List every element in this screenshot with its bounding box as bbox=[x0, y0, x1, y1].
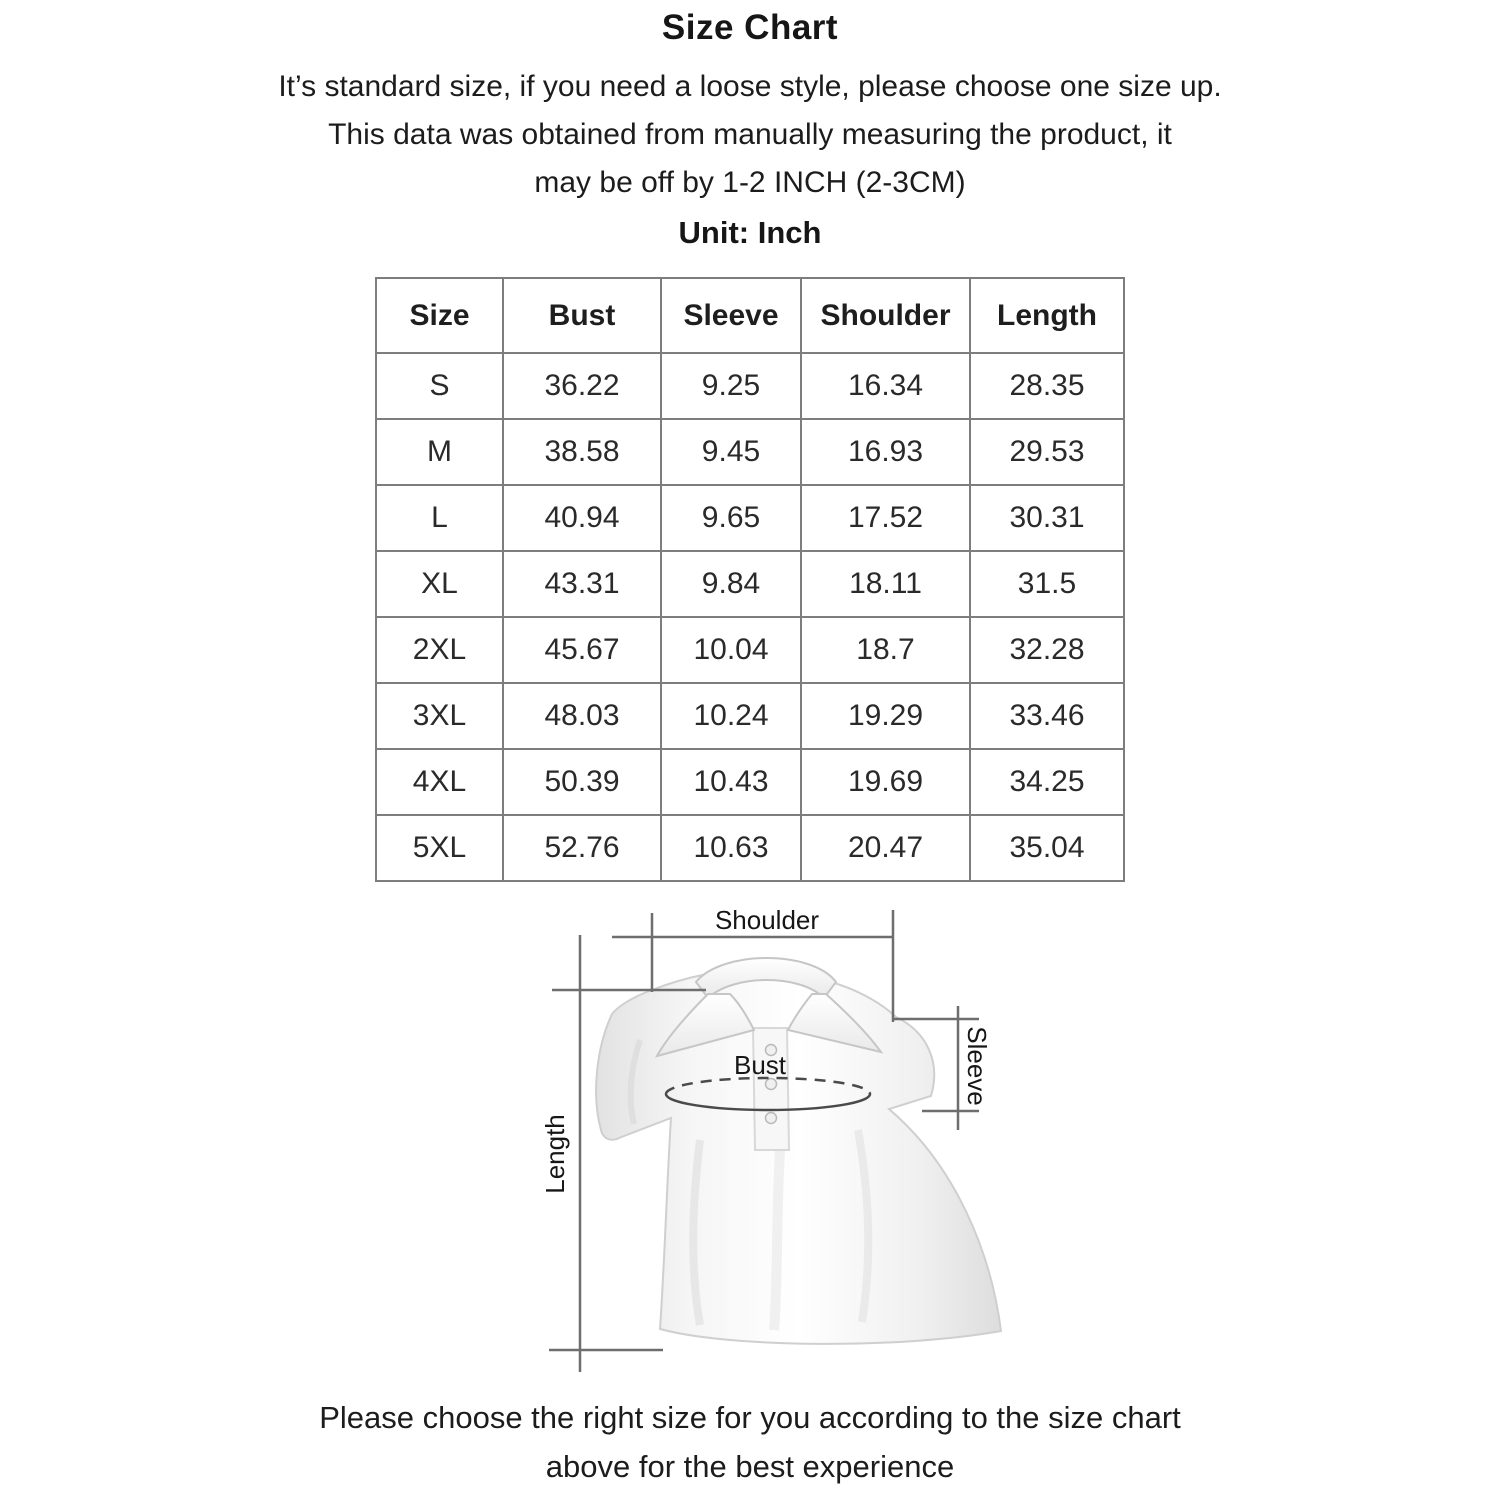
column-header-bust: Bust bbox=[503, 278, 661, 353]
table-cell: 9.25 bbox=[661, 353, 801, 419]
shoulder-measure-label: Shoulder bbox=[714, 905, 820, 935]
page-title: Size Chart bbox=[661, 8, 839, 47]
table-cell: 20.47 bbox=[801, 815, 970, 881]
table-cell: 9.45 bbox=[661, 419, 801, 485]
table-row bbox=[376, 683, 1124, 749]
table-row bbox=[376, 815, 1124, 881]
table-cell: 18.7 bbox=[801, 617, 970, 683]
table-cell: 48.03 bbox=[503, 683, 661, 749]
table-cell-size: S bbox=[376, 353, 503, 419]
column-header-sleeve: Sleeve bbox=[661, 278, 801, 353]
footer-note bbox=[0, 1393, 1500, 1491]
table-cell: 43.31 bbox=[503, 551, 661, 617]
table-cell: 34.25 bbox=[970, 749, 1124, 815]
table-cell: 28.35 bbox=[970, 353, 1124, 419]
table-cell-size: 4XL bbox=[376, 749, 503, 815]
table-cell: 50.39 bbox=[503, 749, 661, 815]
table-cell: 38.58 bbox=[503, 419, 661, 485]
description-line: may be off by 1-2 INCH (2-3CM) bbox=[534, 166, 966, 199]
description-line: This data was obtained from manually measuring the product, it bbox=[328, 118, 1172, 151]
column-header-size: Size bbox=[376, 278, 503, 353]
table-header-row bbox=[376, 278, 1124, 353]
table-cell: 10.63 bbox=[661, 815, 801, 881]
table-cell: 40.94 bbox=[503, 485, 661, 551]
table-cell-size: 2XL bbox=[376, 617, 503, 683]
table-cell-size: M bbox=[376, 419, 503, 485]
table-row bbox=[376, 749, 1124, 815]
table-cell: 35.04 bbox=[970, 815, 1124, 881]
table-row bbox=[376, 353, 1124, 419]
table-cell: 31.5 bbox=[970, 551, 1124, 617]
size-description bbox=[0, 63, 1500, 207]
table-cell: 30.31 bbox=[970, 485, 1124, 551]
column-header-shoulder: Shoulder bbox=[801, 278, 970, 353]
table-cell: 9.65 bbox=[661, 485, 801, 551]
table-cell: 32.28 bbox=[970, 617, 1124, 683]
shirt-measurement-diagram bbox=[520, 895, 1030, 1385]
table-cell: 17.52 bbox=[801, 485, 970, 551]
footer-line: Please choose the right size for you according to the size chart bbox=[319, 1400, 1181, 1435]
table-cell: 10.24 bbox=[661, 683, 801, 749]
table-cell: 16.34 bbox=[801, 353, 970, 419]
table-cell: 29.53 bbox=[970, 419, 1124, 485]
footer-line: above for the best experience bbox=[545, 1449, 955, 1484]
sleeve-measure-label: Sleeve bbox=[962, 1026, 993, 1106]
table-cell-size: 5XL bbox=[376, 815, 503, 881]
column-header-length: Length bbox=[970, 278, 1124, 353]
table-row bbox=[376, 419, 1124, 485]
table-cell: 10.43 bbox=[661, 749, 801, 815]
table-row bbox=[376, 485, 1124, 551]
table-row bbox=[376, 551, 1124, 617]
polo-shirt-illustration bbox=[596, 958, 1001, 1344]
table-cell-size: L bbox=[376, 485, 503, 551]
table-row bbox=[376, 617, 1124, 683]
length-measure-label: Length bbox=[539, 1114, 570, 1194]
table-cell: 33.46 bbox=[970, 683, 1124, 749]
table-cell: 45.67 bbox=[503, 617, 661, 683]
size-chart-table bbox=[375, 277, 1125, 882]
table-cell-size: 3XL bbox=[376, 683, 503, 749]
bust-measure-label: Bust bbox=[733, 1050, 787, 1080]
table-cell: 19.29 bbox=[801, 683, 970, 749]
description-line: It’s standard size, if you need a loose style, please choose one size up. bbox=[278, 70, 1222, 103]
table-cell: 18.11 bbox=[801, 551, 970, 617]
unit-label: Unit: Inch bbox=[678, 215, 822, 250]
table-cell: 9.84 bbox=[661, 551, 801, 617]
table-cell: 16.93 bbox=[801, 419, 970, 485]
table-cell: 36.22 bbox=[503, 353, 661, 419]
table-cell: 10.04 bbox=[661, 617, 801, 683]
table-cell: 19.69 bbox=[801, 749, 970, 815]
table-cell-size: XL bbox=[376, 551, 503, 617]
table-cell: 52.76 bbox=[503, 815, 661, 881]
